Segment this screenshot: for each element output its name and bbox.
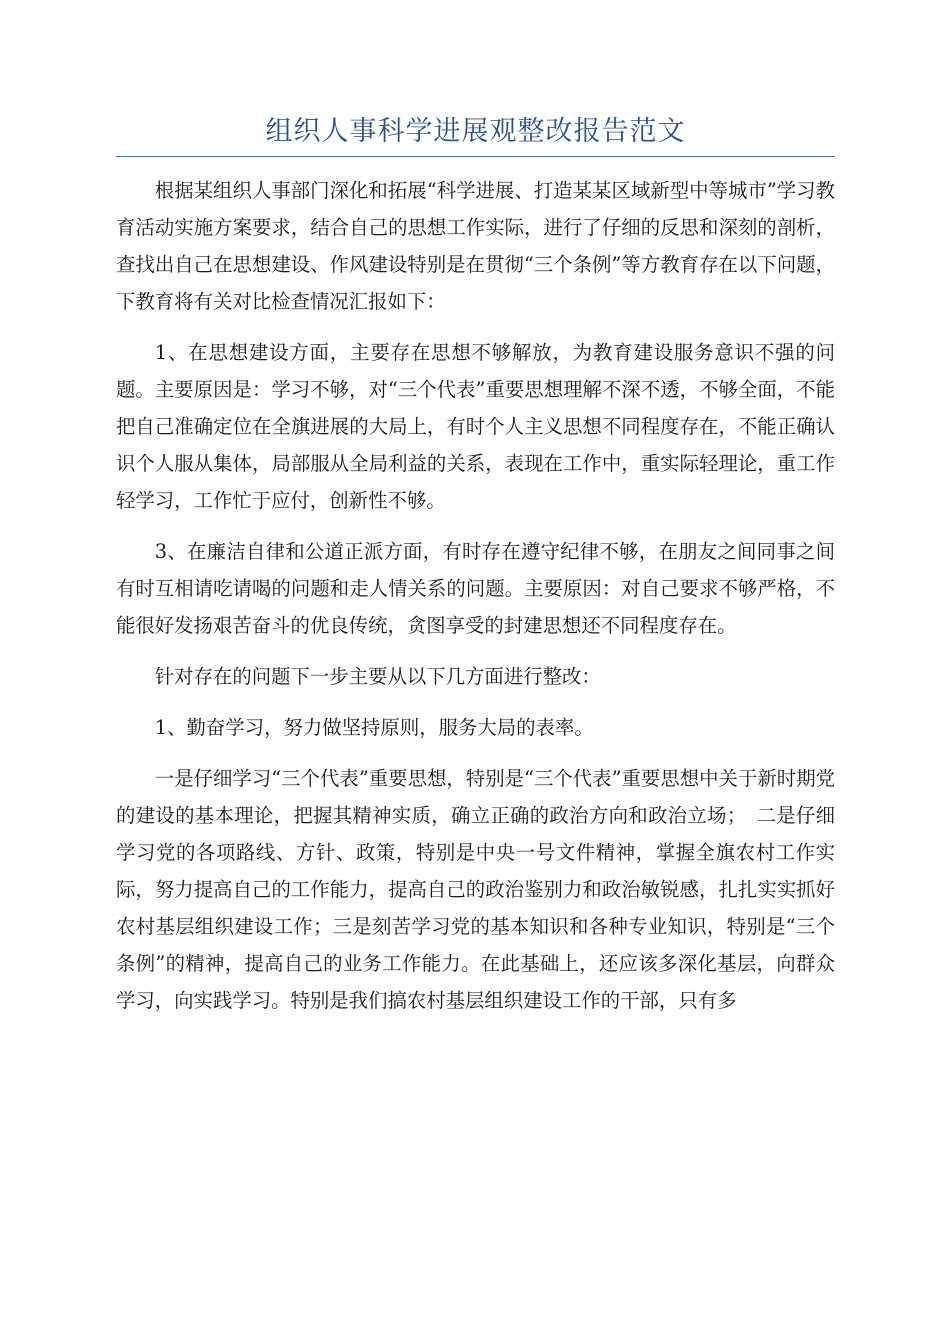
paragraph-integrity: 3、在廉洁自律和公道正派方面，有时存在遵守纪律不够，在朋友之间同事之间有时互相请吃请喝的问题和走人情关系的问题。主要原因：对自己要求不够严格，不能很好发扬艰苦奋斗的优良传统，贪图享受的封建思想还不同程度存在。: [116, 540, 835, 637]
title-block: [116, 112, 835, 157]
document-body: [116, 172, 835, 1033]
paragraph-study-details: 一是仔细学习“三个代表”重要思想，特别是“三个代表”重要思想中关于新时期党的建设的基本理论，把握其精神实质，确立正确的政治方向和政治立场； 二是仔细学习党的各项路线、方针、政策，特别是中央一号文件精神，掌握全旗农村工作实际，努力提高自己的工作能力，提高自己的政治鉴别力和政治敏锐感，扎扎实实抓好农村基层组织建设工作；三是刻苦学习党的基本知识和各种专业知识，特别是“三个条例”的精神，提高自己的业务工作能力。在此基础上，还应该多深化基层，向群众学习，向实践学习。特别是我们搞农村基层组织建设工作的干部，只有多: [116, 767, 835, 1012]
paragraph-study-heading: 1、勤奋学习，努力做坚持原则，服务大局的表率。: [154, 716, 594, 739]
page-title: 组织人事科学进展观整改报告范文: [265, 116, 686, 147]
paragraph-rectification-intro: 针对存在的问题下一步主要从以下几方面进行整改：: [154, 665, 601, 688]
paragraph-intro: 根据某组织人事部门深化和拓展“科学进展、打造某某区域新型中等城市”学习教育活动实施方案要求，结合自己的思想工作实际，进行了仔细的反思和深刻的剖析，查找出自己在思想建设、作风建设特别是在贯彻“三个条例”等方教育存在以下问题，下教育将有关对比检查情况汇报如下：: [116, 179, 835, 313]
paragraph-thought-building: 1、在思想建设方面，主要存在思想不够解放，为教育建设服务意识不强的问题。主要原因是：学习不够，对“三个代表”重要思想理解不深不透，不够全面，不能把自己准确定位在全旗进展的大局上，有时个人主义思想不同程度存在，不能正确认识个人服从集体，局部服从全局利益的关系，表现在工作中，重实际轻理论，重工作轻学习，工作忙于应付，创新性不够。: [116, 341, 835, 512]
